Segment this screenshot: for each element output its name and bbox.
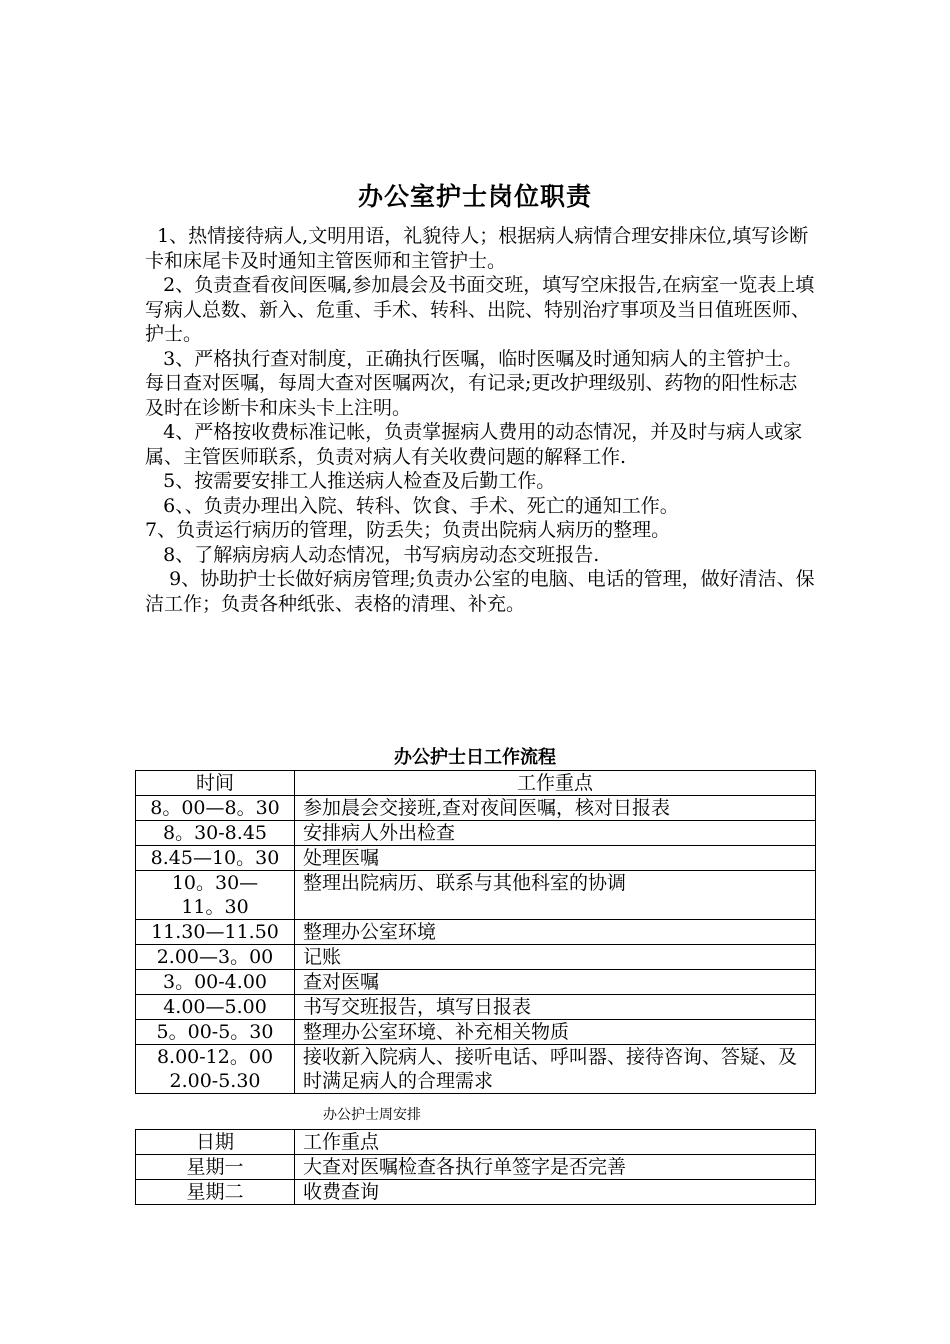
table-row <box>136 846 816 871</box>
time-cell <box>136 871 295 920</box>
time-cell <box>136 920 295 945</box>
focus-cell: 参加晨会交接班,查对夜间医嘱，核对日报表 <box>295 796 816 821</box>
day-cell: 星期二 <box>136 1180 295 1205</box>
duty-item: 1、热情接待病人,文明用语，礼貌待人；根据病人病情合理安排床位,填写诊断卡和床尾卡及时通知主管医师和主管护士。 <box>145 225 809 272</box>
table-row <box>136 796 816 821</box>
time-line: 8。00—8。30 <box>150 797 280 819</box>
time-cell <box>136 1020 295 1045</box>
focus-cell: 书写交班报告，填写日报表 <box>295 995 816 1020</box>
table-row <box>136 995 816 1020</box>
focus-column-header: 工作重点 <box>295 771 816 796</box>
day-cell: 星期一 <box>136 1155 295 1180</box>
daily-workflow-table <box>135 770 816 1094</box>
time-line: 3。00-4.00 <box>163 971 267 993</box>
duty-item: 8、了解病房病人动态情况，书写病房动态交班报告. <box>145 543 600 566</box>
duties-list <box>145 224 815 616</box>
focus-cell: 记账 <box>295 945 816 970</box>
focus-cell: 查对医嘱 <box>295 970 816 995</box>
time-column-header: 时间 <box>136 771 295 796</box>
duty-item: 4、严格按收费标准记帐，负责掌握病人费用的动态情况，并及时与病人或家属、主管医师联系，负责对病人有关收费问题的解释工作. <box>145 421 803 468</box>
focus-cell: 大查对医嘱检查各执行单签字是否完善 <box>295 1155 816 1180</box>
table-row <box>136 871 816 920</box>
duty-item: 5、按需要安排工人推送病人检查及后勤工作。 <box>145 470 556 492</box>
time-line: 8.00-12。00 <box>156 1046 274 1068</box>
duty-item: 7、负责运行病历的管理，防丢失；负责出院病人病历的整理。 <box>145 519 671 541</box>
time-line: 11.30—11.50 <box>151 921 279 943</box>
focus-cell: 接收新入院病人、接听电话、呼叫器、接待咨询、答疑、及时满足病人的合理需求 <box>295 1045 816 1094</box>
document-title: 办公室护士岗位职责 <box>357 182 592 211</box>
time-line: 5。00-5。30 <box>156 1021 274 1043</box>
focus-cell: 处理医嘱 <box>295 846 816 871</box>
duty-item: 3、严格执行查对制度，正确执行医嘱，临时医嘱及时通知病人的主管护士。每日查对医嘱，每周大查对医嘱两次，有记录;更改护理级别、药物的阳性标志及时在诊断卡和床头卡上注明。 <box>145 347 803 419</box>
table-header-row <box>136 771 816 796</box>
time-cell <box>136 821 295 846</box>
table-row <box>136 1020 816 1045</box>
duty-item: 2、负责查看夜间医嘱,参加晨会及书面交班，填写空床报告,在病室一览表上填写病人总数、新入、危重、手术、转科、出院、特别治疗事项及当日值班医师、护士。 <box>145 274 815 345</box>
table-row <box>136 945 816 970</box>
focus-cell: 安排病人外出检查 <box>295 821 816 846</box>
focus-cell: 整理出院病历、联系与其他科室的协调 <box>295 871 816 920</box>
table-row <box>136 821 816 846</box>
time-cell <box>136 945 295 970</box>
table-header-row <box>136 1130 816 1155</box>
table-row <box>136 1180 816 1205</box>
table-row <box>136 920 816 945</box>
focus-cell: 整理办公室环境 <box>295 920 816 945</box>
time-line: 10。30— <box>171 872 259 894</box>
time-line: 8.45—10。30 <box>150 847 280 869</box>
time-line: 2.00-5.30 <box>169 1070 261 1092</box>
time-line: 8。30-8.45 <box>163 822 267 844</box>
time-line: 2.00—3。00 <box>156 946 274 968</box>
table-row <box>136 970 816 995</box>
time-line: 4.00—5.00 <box>163 996 267 1018</box>
table-row <box>136 1045 816 1094</box>
weekly-schedule-title: 办公护士周安排 <box>323 1107 421 1123</box>
time-cell <box>136 970 295 995</box>
time-cell <box>136 995 295 1020</box>
daily-workflow-title: 办公护士日工作流程 <box>394 747 556 768</box>
time-cell <box>136 1045 295 1094</box>
time-line: 11。30 <box>181 896 249 918</box>
focus-cell: 收费查询 <box>295 1180 816 1205</box>
duty-item: 6、、负责办理出入院、转科、饮食、手术、死亡的通知工作。 <box>145 494 679 517</box>
table-row <box>136 1155 816 1180</box>
weekly-schedule-table <box>135 1129 816 1205</box>
duty-item: 9、协助护士长做好病房管理;负责办公室的电脑、电话的管理，做好清洁、保洁工作；负责各种纸张、表格的清理、补充。 <box>145 568 815 615</box>
day-column-header: 日期 <box>136 1130 295 1155</box>
time-cell <box>136 796 295 821</box>
time-cell <box>136 846 295 871</box>
focus-cell: 整理办公室环境、补充相关物质 <box>295 1020 816 1045</box>
focus-column-header: 工作重点 <box>295 1130 816 1155</box>
